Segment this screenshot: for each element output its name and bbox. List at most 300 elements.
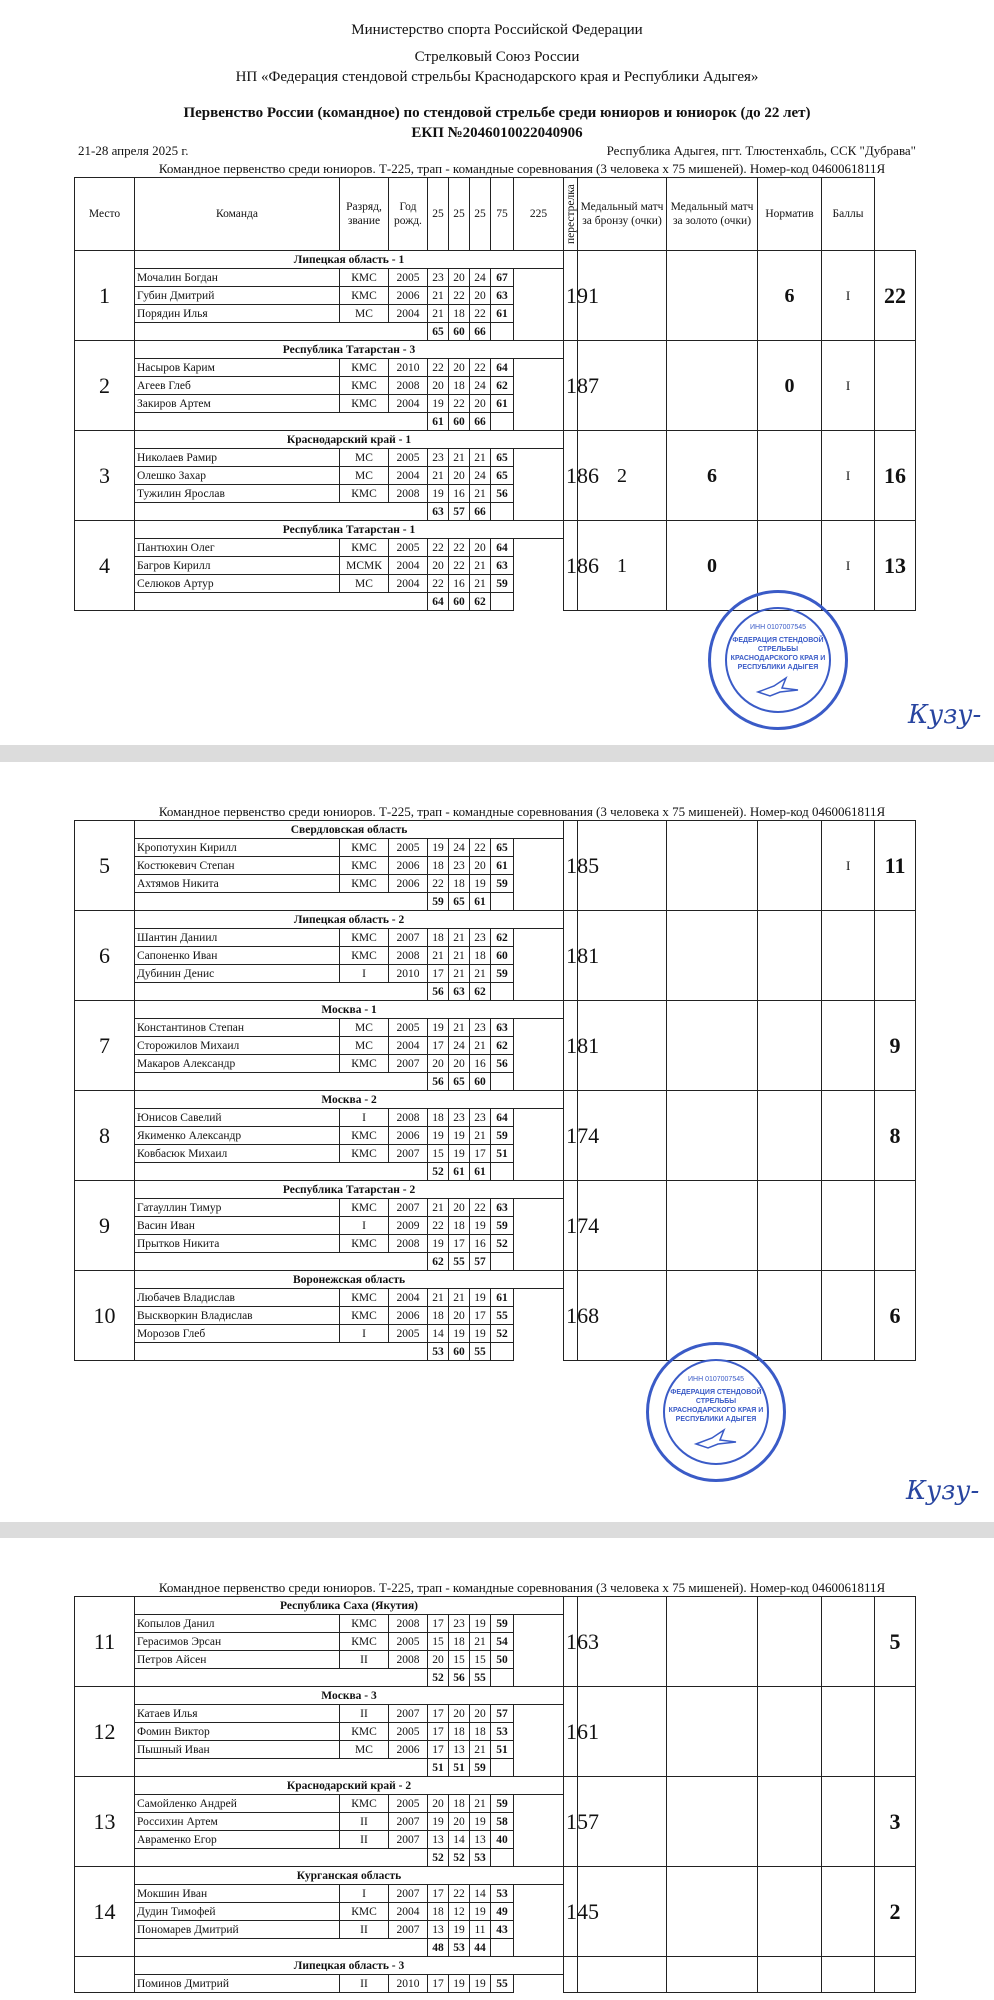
series-total-empty — [491, 893, 514, 911]
athlete-series-2: 19 — [449, 1127, 470, 1145]
team-place: 3 — [75, 431, 135, 521]
athlete-name: Прытков Никита — [135, 1235, 340, 1253]
athlete-year: 2004 — [389, 395, 428, 413]
athlete-name: Дудин Тимофей — [135, 1903, 340, 1921]
team-total-225: 168 — [564, 1271, 578, 1361]
athlete-series-1: 18 — [428, 857, 449, 875]
athlete-series-3: 19 — [470, 1975, 491, 1993]
athlete-name: Поминов Дмитрий — [135, 1975, 340, 1993]
athlete-total-75: 65 — [491, 839, 514, 857]
athlete-rank: КМС — [340, 1127, 389, 1145]
team-points: 8 — [875, 1091, 916, 1181]
athlete-series-2: 16 — [449, 575, 470, 593]
col-sum-75: 75 — [491, 178, 514, 251]
team-gold-score: 0 — [758, 341, 822, 431]
athlete-series-2: 16 — [449, 485, 470, 503]
athlete-rank: КМС — [340, 1903, 389, 1921]
athlete-name: Макаров Александр — [135, 1055, 340, 1073]
athlete-total-75: 62 — [491, 1037, 514, 1055]
stamp-text: ФЕДЕРАЦИЯ СТЕНДОВОЙ СТРЕЛЬБЫ КРАСНОДАРСКОГО КРАЯ И РЕСПУБЛИКИ АДЫГЕЯ — [730, 637, 826, 671]
athlete-series-2: 18 — [449, 1723, 470, 1741]
athlete-total-75: 65 — [491, 467, 514, 485]
athlete-total-75: 59 — [491, 1615, 514, 1633]
athlete-total-75: 59 — [491, 575, 514, 593]
athlete-series-3: 22 — [470, 359, 491, 377]
athlete-series-3: 21 — [470, 1127, 491, 1145]
series-total-3: 61 — [470, 893, 491, 911]
athlete-series-3: 19 — [470, 1325, 491, 1343]
athlete-year: 2004 — [389, 575, 428, 593]
document-header — [0, 20, 994, 143]
results-table — [74, 1596, 916, 1993]
athlete-series-1: 20 — [428, 1055, 449, 1073]
athlete-series-3: 21 — [470, 1037, 491, 1055]
team-place — [75, 1957, 135, 1993]
col-sum-225: 225 — [514, 178, 564, 251]
athlete-total-75: 52 — [491, 1325, 514, 1343]
series-total-3: 44 — [470, 1939, 491, 1957]
team-bronze-score: 6 — [667, 431, 758, 521]
federation-line: НП «Федерация стендовой стрельбы Краснодарского края и Республики Адыгея» — [235, 69, 759, 85]
athlete-rank: КМС — [340, 1795, 389, 1813]
athlete-series-3: 18 — [470, 1723, 491, 1741]
team-place: 2 — [75, 341, 135, 431]
athlete-series-1: 18 — [428, 1109, 449, 1127]
athlete-total-75: 59 — [491, 1127, 514, 1145]
athlete-name: Селюков Артур — [135, 575, 340, 593]
series-total-1: 63 — [428, 503, 449, 521]
athlete-series-3: 20 — [470, 395, 491, 413]
athlete-total-75: 62 — [491, 929, 514, 947]
athlete-name: Багров Кирилл — [135, 557, 340, 575]
athlete-name: Тужилин Ярослав — [135, 485, 340, 503]
athlete-series-3: 20 — [470, 1705, 491, 1723]
signature: Кузу- — [906, 1476, 980, 1506]
team-bronze-score — [667, 1777, 758, 1867]
athlete-rank: КМС — [340, 1723, 389, 1741]
athlete-year: 2006 — [389, 875, 428, 893]
series-total-1: 53 — [428, 1343, 449, 1361]
results-table — [74, 177, 916, 611]
series-total-2: 65 — [449, 1073, 470, 1091]
team-gold-score — [758, 1091, 822, 1181]
athlete-name: Катаев Илья — [135, 1705, 340, 1723]
team-place: 14 — [75, 1867, 135, 1957]
series-total-1: 52 — [428, 1669, 449, 1687]
col-bronze: Медальный матч за бронзу (очки) — [578, 178, 667, 251]
athlete-year: 2009 — [389, 1217, 428, 1235]
team-total-225: 191 — [564, 251, 578, 341]
team-place: 11 — [75, 1597, 135, 1687]
athlete-series-2: 18 — [449, 1795, 470, 1813]
team-gold-score — [758, 1957, 822, 1993]
bird-emblem-icon — [756, 676, 800, 698]
athlete-series-3: 21 — [470, 449, 491, 467]
athlete-year: 2006 — [389, 1307, 428, 1325]
athlete-series-1: 17 — [428, 1705, 449, 1723]
athlete-series-2: 23 — [449, 857, 470, 875]
athlete-series-2: 21 — [449, 1019, 470, 1037]
series-total-2: 57 — [449, 503, 470, 521]
series-total-blank — [135, 1163, 428, 1181]
athlete-year: 2010 — [389, 1975, 428, 1993]
athlete-series-1: 20 — [428, 1795, 449, 1813]
athlete-rank: КМС — [340, 857, 389, 875]
athlete-series-1: 19 — [428, 395, 449, 413]
athlete-year: 2008 — [389, 1651, 428, 1669]
athlete-series-2: 20 — [449, 1055, 470, 1073]
athlete-year: 2010 — [389, 965, 428, 983]
series-total-1: 61 — [428, 413, 449, 431]
athlete-series-1: 20 — [428, 557, 449, 575]
athlete-series-3: 20 — [470, 539, 491, 557]
team-points: 2 — [875, 1867, 916, 1957]
athlete-total-75: 52 — [491, 1235, 514, 1253]
athlete-series-2: 20 — [449, 1199, 470, 1217]
team-row — [75, 1867, 916, 1885]
team-bronze-score — [667, 911, 758, 1001]
athlete-name: Порядин Илья — [135, 305, 340, 323]
team-gold-score — [758, 1181, 822, 1271]
series-total-3: 55 — [470, 1669, 491, 1687]
team-name: Липецкая область - 2 — [135, 911, 564, 929]
team-bronze-score — [667, 341, 758, 431]
athlete-rank: МСМК — [340, 557, 389, 575]
athlete-rank: МС — [340, 575, 389, 593]
col-gold: Медальный матч за золото (очки) — [667, 178, 758, 251]
athlete-series-2: 20 — [449, 359, 470, 377]
athlete-year: 2005 — [389, 1019, 428, 1037]
athlete-series-1: 21 — [428, 1199, 449, 1217]
series-total-1: 65 — [428, 323, 449, 341]
athlete-rank: КМС — [340, 1289, 389, 1307]
series-total-3: 55 — [470, 1343, 491, 1361]
athlete-year: 2006 — [389, 1741, 428, 1759]
athlete-name: Юнисов Савелий — [135, 1109, 340, 1127]
ekp-number: ЕКП №2046010022040906 — [411, 125, 583, 141]
team-gold-score — [758, 1271, 822, 1361]
athlete-series-2: 22 — [449, 395, 470, 413]
athlete-name: Пономарев Дмитрий — [135, 1921, 340, 1939]
team-gold-score — [758, 1867, 822, 1957]
athlete-series-2: 18 — [449, 305, 470, 323]
team-row — [75, 431, 916, 449]
athlete-series-1: 18 — [428, 1903, 449, 1921]
athlete-series-3: 19 — [470, 1903, 491, 1921]
athlete-rank: КМС — [340, 269, 389, 287]
athlete-series-3: 22 — [470, 1199, 491, 1217]
team-total-225: 157 — [564, 1777, 578, 1867]
team-shootoff: 2 — [578, 431, 667, 521]
athlete-name: Губин Дмитрий — [135, 287, 340, 305]
athlete-series-3: 20 — [470, 287, 491, 305]
athlete-total-75: 40 — [491, 1831, 514, 1849]
col-series-2: 25 — [449, 178, 470, 251]
athlete-series-2: 18 — [449, 377, 470, 395]
stamp-text: ФЕДЕРАЦИЯ СТЕНДОВОЙ СТРЕЛЬБЫ КРАСНОДАРСКОГО КРАЯ И РЕСПУБЛИКИ АДЫГЕЯ — [668, 1389, 764, 1423]
col-points: Баллы — [822, 178, 875, 251]
athlete-series-3: 24 — [470, 377, 491, 395]
team-place: 7 — [75, 1001, 135, 1091]
team-total-225: 181 — [564, 1001, 578, 1091]
athlete-total-75: 64 — [491, 539, 514, 557]
athlete-series-1: 14 — [428, 1325, 449, 1343]
athlete-series-1: 17 — [428, 1615, 449, 1633]
team-total-225: 187 — [564, 341, 578, 431]
athlete-name: Закиров Артем — [135, 395, 340, 413]
athlete-name: Пышный Иван — [135, 1741, 340, 1759]
athlete-name: Николаев Рамир — [135, 449, 340, 467]
team-row — [75, 341, 916, 359]
athlete-name: Морозов Глеб — [135, 1325, 340, 1343]
athlete-rank: I — [340, 1109, 389, 1127]
team-points: 6 — [875, 1271, 916, 1361]
athlete-total-75: 51 — [491, 1145, 514, 1163]
stamp-inn: ИНН 0107007545 — [749, 624, 807, 631]
series-total-3: 53 — [470, 1849, 491, 1867]
athlete-year: 2004 — [389, 1903, 428, 1921]
athlete-series-1: 21 — [428, 467, 449, 485]
team-gold-score: 6 — [758, 251, 822, 341]
athlete-total-75: 53 — [491, 1885, 514, 1903]
athlete-rank: МС — [340, 467, 389, 485]
series-total-empty — [491, 1163, 514, 1181]
athlete-series-1: 15 — [428, 1633, 449, 1651]
team-gold-score — [758, 1597, 822, 1687]
athlete-year: 2008 — [389, 1615, 428, 1633]
athlete-name: Самойленко Андрей — [135, 1795, 340, 1813]
team-row — [75, 1957, 916, 1975]
team-total-225: 186 — [564, 431, 578, 521]
series-total-1: 51 — [428, 1759, 449, 1777]
competition-subtitle: Командное первенство среди юниоров. Т-225, трап - командные соревнования (3 человека х 75 мишеней). Номер-код 0460061811Я — [158, 1580, 886, 1595]
athlete-series-3: 19 — [470, 1813, 491, 1831]
event-venue: Республика Адыгея, пгт. Тлюстенхабль, ССК "Дубрава" — [606, 143, 916, 158]
team-norm — [822, 1181, 875, 1271]
athlete-total-75: 63 — [491, 1199, 514, 1217]
series-total-3: 62 — [470, 593, 491, 611]
series-total-2: 60 — [449, 593, 470, 611]
team-row — [75, 1777, 916, 1795]
athlete-name: Гатауллин Тимур — [135, 1199, 340, 1217]
team-norm — [822, 1597, 875, 1687]
team-norm: I — [822, 821, 875, 911]
athlete-name: Фомин Виктор — [135, 1723, 340, 1741]
series-total-3: 66 — [470, 323, 491, 341]
bird-emblem-icon — [694, 1428, 738, 1450]
athlete-total-75: 55 — [491, 1975, 514, 1993]
athlete-series-3: 21 — [470, 557, 491, 575]
team-norm — [822, 1271, 875, 1361]
athlete-year: 2005 — [389, 539, 428, 557]
athlete-year: 2004 — [389, 1289, 428, 1307]
team-bronze-score — [667, 821, 758, 911]
athlete-series-2: 19 — [449, 1325, 470, 1343]
team-total-225: 145 — [564, 1867, 578, 1957]
team-norm: I — [822, 251, 875, 341]
union-line: Стрелковый Союз России — [414, 49, 580, 65]
team-total-225: 174 — [564, 1091, 578, 1181]
athlete-series-2: 21 — [449, 1289, 470, 1307]
team-points — [875, 1957, 916, 1993]
athlete-series-1: 21 — [428, 947, 449, 965]
athlete-total-75: 61 — [491, 1289, 514, 1307]
athlete-series-2: 14 — [449, 1831, 470, 1849]
athlete-rank: КМС — [340, 947, 389, 965]
athlete-total-75: 54 — [491, 1633, 514, 1651]
series-total-blank — [135, 983, 428, 1001]
team-total-225: 181 — [564, 911, 578, 1001]
team-name: Москва - 3 — [135, 1687, 564, 1705]
athlete-year: 2006 — [389, 287, 428, 305]
athlete-series-1: 22 — [428, 359, 449, 377]
athlete-series-2: 24 — [449, 839, 470, 857]
athlete-year: 2007 — [389, 1055, 428, 1073]
series-total-3: 60 — [470, 1073, 491, 1091]
athlete-rank: КМС — [340, 1055, 389, 1073]
series-total-blank — [135, 593, 428, 611]
athlete-year: 2006 — [389, 1127, 428, 1145]
signature: Кузу- — [908, 700, 982, 730]
athlete-year: 2005 — [389, 269, 428, 287]
ministry-line: Министерство спорта Российской Федерации — [351, 22, 643, 38]
athlete-rank: КМС — [340, 377, 389, 395]
athlete-series-2: 20 — [449, 1813, 470, 1831]
team-row — [75, 1091, 916, 1109]
athlete-series-3: 21 — [470, 575, 491, 593]
series-total-3: 59 — [470, 1759, 491, 1777]
athlete-series-2: 21 — [449, 449, 470, 467]
athlete-name: Васин Иван — [135, 1217, 340, 1235]
athlete-year: 2005 — [389, 1723, 428, 1741]
athlete-rank: I — [340, 965, 389, 983]
athlete-series-1: 19 — [428, 1127, 449, 1145]
series-total-empty — [491, 1073, 514, 1091]
series-total-2: 60 — [449, 413, 470, 431]
team-total-225 — [564, 1957, 578, 1993]
athlete-total-75: 56 — [491, 1055, 514, 1073]
team-gold-score — [758, 821, 822, 911]
team-name: Республика Татарстан - 3 — [135, 341, 564, 359]
athlete-series-1: 21 — [428, 287, 449, 305]
athlete-total-75: 59 — [491, 875, 514, 893]
athlete-series-1: 22 — [428, 539, 449, 557]
team-points: 11 — [875, 821, 916, 911]
team-place: 5 — [75, 821, 135, 911]
series-total-2: 52 — [449, 1849, 470, 1867]
team-name: Республика Татарстан - 2 — [135, 1181, 564, 1199]
athlete-series-3: 19 — [470, 875, 491, 893]
athlete-year: 2004 — [389, 467, 428, 485]
series-total-blank — [135, 1073, 428, 1091]
series-total-1: 56 — [428, 1073, 449, 1091]
athlete-series-1: 21 — [428, 1289, 449, 1307]
series-total-empty — [491, 1849, 514, 1867]
team-norm — [822, 911, 875, 1001]
series-total-empty — [491, 1253, 514, 1271]
athlete-series-1: 17 — [428, 1885, 449, 1903]
team-norm — [822, 1001, 875, 1091]
team-norm: I — [822, 521, 875, 611]
athlete-year: 2007 — [389, 1813, 428, 1831]
federation-stamp — [646, 1342, 786, 1482]
team-row — [75, 1687, 916, 1705]
team-points — [875, 341, 916, 431]
team-points — [875, 1687, 916, 1777]
athlete-year: 2007 — [389, 1831, 428, 1849]
athlete-series-3: 23 — [470, 1019, 491, 1037]
athlete-rank: КМС — [340, 359, 389, 377]
athlete-series-2: 19 — [449, 1145, 470, 1163]
athlete-total-75: 63 — [491, 557, 514, 575]
col-year: Год рожд. — [389, 178, 428, 251]
team-place: 9 — [75, 1181, 135, 1271]
athlete-rank: МС — [340, 1741, 389, 1759]
athlete-series-1: 19 — [428, 1813, 449, 1831]
athlete-series-2: 21 — [449, 947, 470, 965]
athlete-rank: МС — [340, 305, 389, 323]
team-norm — [822, 1957, 875, 1993]
series-total-2: 60 — [449, 323, 470, 341]
athlete-name: Мокшин Иван — [135, 1885, 340, 1903]
athlete-series-1: 20 — [428, 377, 449, 395]
athlete-name: Якименко Александр — [135, 1127, 340, 1145]
athlete-series-3: 14 — [470, 1885, 491, 1903]
athlete-series-2: 18 — [449, 1217, 470, 1235]
team-bronze-score — [667, 1181, 758, 1271]
athlete-total-75: 65 — [491, 449, 514, 467]
athlete-rank: КМС — [340, 539, 389, 557]
series-total-blank — [135, 503, 428, 521]
athlete-name: Ковбасюк Михаил — [135, 1145, 340, 1163]
athlete-series-1: 23 — [428, 449, 449, 467]
series-total-empty — [491, 1669, 514, 1687]
athlete-series-3: 20 — [470, 857, 491, 875]
athlete-year: 2008 — [389, 377, 428, 395]
athlete-total-75: 67 — [491, 269, 514, 287]
athlete-rank: КМС — [340, 395, 389, 413]
series-total-2: 55 — [449, 1253, 470, 1271]
athlete-name: Мочалин Богдан — [135, 269, 340, 287]
athlete-series-3: 21 — [470, 965, 491, 983]
series-total-empty — [491, 323, 514, 341]
athlete-total-75: 53 — [491, 1723, 514, 1741]
athlete-series-3: 24 — [470, 467, 491, 485]
series-total-blank — [135, 1343, 428, 1361]
athlete-series-1: 17 — [428, 965, 449, 983]
team-norm — [822, 1867, 875, 1957]
athlete-name: Агеев Глеб — [135, 377, 340, 395]
athlete-series-3: 23 — [470, 1109, 491, 1127]
athlete-series-2: 21 — [449, 929, 470, 947]
team-name: Республика Саха (Якутия) — [135, 1597, 564, 1615]
athlete-year: 2008 — [389, 485, 428, 503]
series-total-empty — [491, 503, 514, 521]
athlete-name: Россихин Артем — [135, 1813, 340, 1831]
team-total-225: 163 — [564, 1597, 578, 1687]
athlete-rank: II — [340, 1813, 389, 1831]
team-name: Свердловская область — [135, 821, 564, 839]
team-total-225: 174 — [564, 1181, 578, 1271]
series-total-3: 62 — [470, 983, 491, 1001]
athlete-rank: II — [340, 1705, 389, 1723]
athlete-series-2: 20 — [449, 467, 470, 485]
team-norm: I — [822, 431, 875, 521]
athlete-series-3: 24 — [470, 269, 491, 287]
athlete-series-3: 15 — [470, 1651, 491, 1669]
series-total-blank — [135, 323, 428, 341]
athlete-year: 2010 — [389, 359, 428, 377]
